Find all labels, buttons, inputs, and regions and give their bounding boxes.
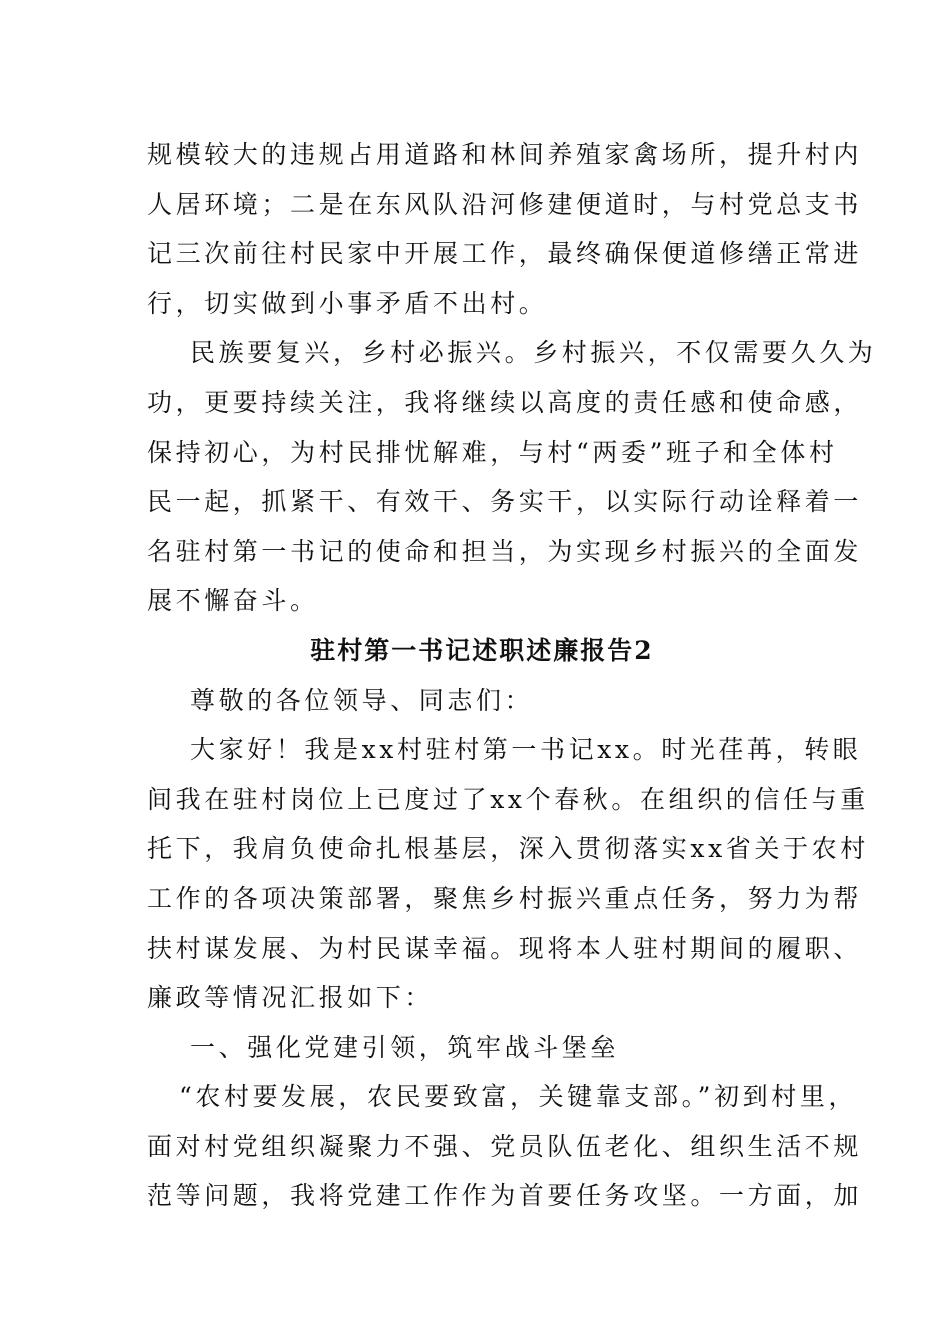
text-line: 行，切实做到小事矛盾不出村。	[147, 288, 548, 318]
text-line: 尊敬的各位领导、同志们：	[190, 685, 534, 715]
text-line: 名驻村第一书记的使命和担当，为实现乡村振兴的全面发	[147, 536, 863, 566]
text-line: 规模较大的违规占用道路和林间养殖家禽场所，提升村内	[147, 140, 863, 169]
text-line: 大家好！我是xx村驻村第一书记xx。时光荏苒，转眼	[190, 735, 862, 765]
section-title: 驻村第一书记述职述廉报告2	[310, 635, 654, 665]
text-line: 保持初心，为村民排忧解难，与村“两委”班子和全体村	[147, 437, 838, 467]
text-line: 扶村谋发展、为村民谋幸福。现将本人驻村期间的履职、	[147, 933, 863, 963]
text-line: “农村要发展，农民要致富，关键靠支部。”初到村里，	[179, 1082, 858, 1112]
text-line: 范等问题，我将党建工作作为首要任务攻坚。一方面，加	[147, 1181, 863, 1211]
text-line: 工作的各项决策部署，聚焦乡村振兴重点任务，努力为帮	[147, 883, 863, 913]
text-line: 人居环境；二是在东风队沿河修建便道时，与村党总支书	[147, 189, 863, 219]
text-line: 功，更要持续关注，我将继续以高度的责任感和使命感，	[147, 387, 863, 417]
text-line: 廉政等情况汇报如下：	[147, 983, 434, 1013]
document-body	[147, 130, 877, 1221]
text-line: 托下，我肩负使命扎根基层，深入贯彻落实xx省关于农村	[147, 834, 869, 864]
text-line: 民一起，抓紧干、有效干、务实干，以实际行动诠释着一	[147, 487, 863, 517]
text-line: 记三次前往村民家中开展工作，最终确保便道修缮正常进	[147, 239, 863, 269]
text-line: 一、强化党建引领，筑牢战斗堡垒	[190, 1032, 620, 1062]
text-line: 民族要复兴，乡村必振兴。乡村振兴，不仅需要久久为	[190, 338, 877, 368]
text-line: 间我在驻村岗位上已度过了xx个春秋。在组织的信任与重	[147, 784, 869, 814]
text-line: 展不懈奋斗。	[147, 586, 319, 616]
text-line: 面对村党组织凝聚力不强、党员队伍老化、组织生活不规	[147, 1131, 863, 1161]
